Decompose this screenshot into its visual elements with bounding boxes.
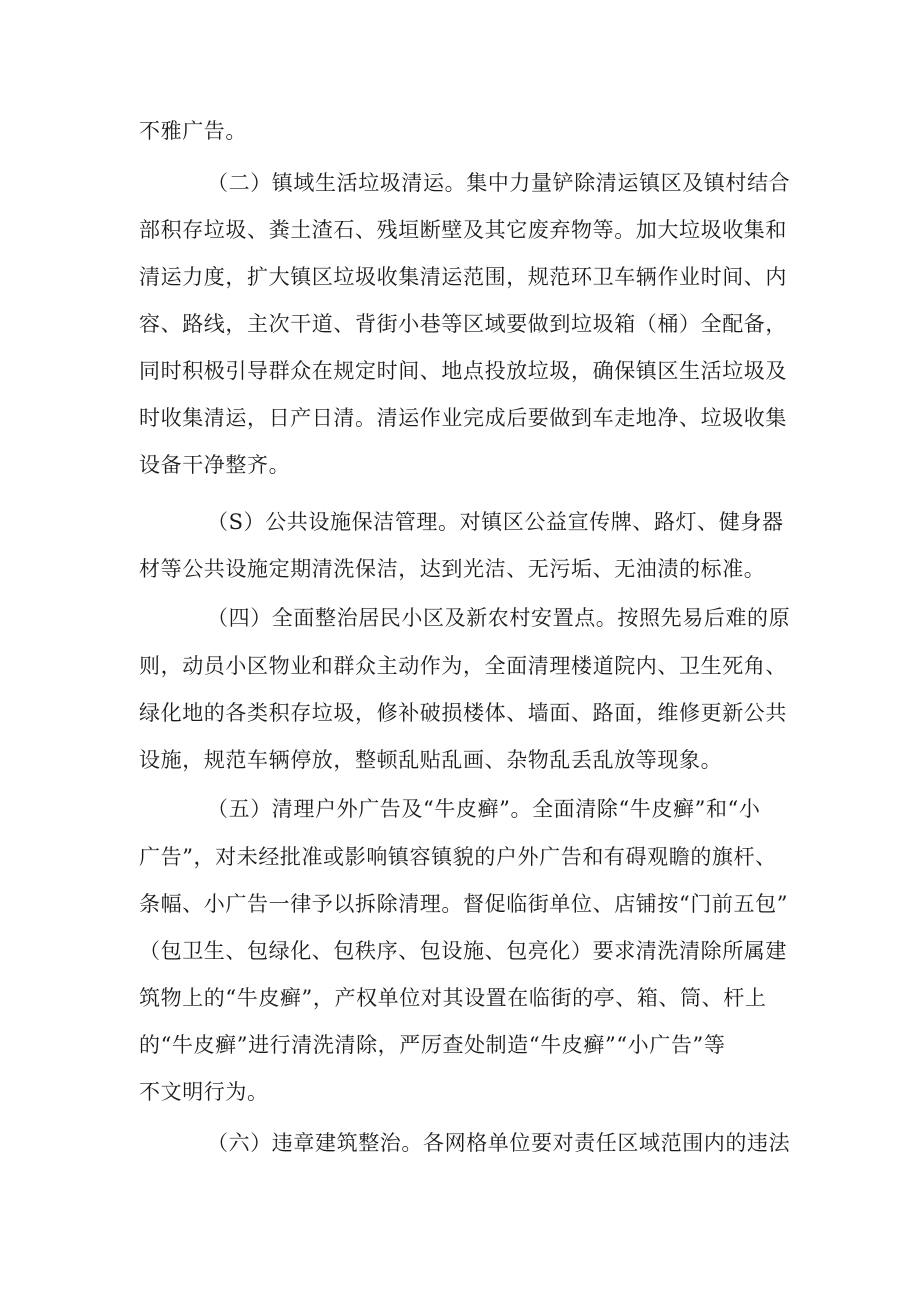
body-text-line: 绿化地的各类积存垃圾，修补破损楼体、墙面、路面，维修更新公共	[139, 701, 787, 725]
body-text-line: 不雅广告。	[139, 119, 247, 143]
body-text-line: 材等公共设施定期清洗保洁，达到光洁、无污垢、无油渍的标准。	[139, 557, 766, 581]
section-3-heading-line: （S）公共设施保洁管理。对镇区公益宣传牌、路灯、健身器	[207, 510, 784, 534]
body-text-line: 同时积极引导群众在规定时间、地点投放垃圾，确保镇区生活垃圾及	[139, 359, 787, 383]
body-text-line: 条幅、小广告一律予以拆除清理。督促临街单位、店铺按“门前五包”	[139, 892, 789, 916]
section-2-heading-line: （二）镇域生活垃圾清运。集中力量铲除清运镇区及镇村结合	[207, 171, 791, 195]
body-text-line: 设备干净整齐。	[139, 453, 291, 477]
body-text-line: 不文明行为。	[139, 1080, 269, 1104]
body-text-line: （包卫生、包绿化、包秩序、包设施、包亮化）要求清洗清除所属建	[139, 939, 787, 963]
body-text-line: 设施，规范车辆停放，整顿乱贴乱画、杂物乱丢乱放等现象。	[139, 748, 723, 772]
body-text-line: 则，动员小区物业和群众主动作为，全面清理楼道院内、卫生死角、	[139, 654, 787, 678]
body-text-line: 容、路线，主次干道、背街小巷等区域要做到垃圾箱（桶）全配备，	[139, 312, 787, 336]
body-text-line: 部积存垃圾、粪土渣石、残垣断壁及其它废弃物等。加大垃圾收集和	[139, 218, 787, 242]
body-text-line: 筑物上的“牛皮癣”，产权单位对其设置在临街的亭、箱、筒、杆上	[139, 986, 767, 1010]
section-4-heading-line: （四）全面整治居民小区及新农村安置点。按照先易后难的原	[207, 606, 791, 630]
body-text-line: 广告”，对未经批准或影响镇容镇貌的户外广告和有碍观瞻的旗杆、	[139, 845, 777, 869]
body-text-line: 清运力度，扩大镇区垃圾收集清运范围，规范环卫车辆作业时间、内	[139, 265, 787, 289]
body-text-line: 时收集清运，日产日清。清运作业完成后要做到车走地净、垃圾收集	[139, 406, 787, 430]
section-6-heading-line: （六）违章建筑整治。各网格单位要对责任区域范围内的违法	[207, 1131, 791, 1155]
section-5-heading-line: （五）清理户外广告及“牛皮癣”。全面清除“牛皮癣”和“小	[207, 797, 761, 821]
body-text-line: 的“牛皮癣”进行清洗清除，严厉查处制造“牛皮癣”“小广告”等	[139, 1033, 726, 1057]
